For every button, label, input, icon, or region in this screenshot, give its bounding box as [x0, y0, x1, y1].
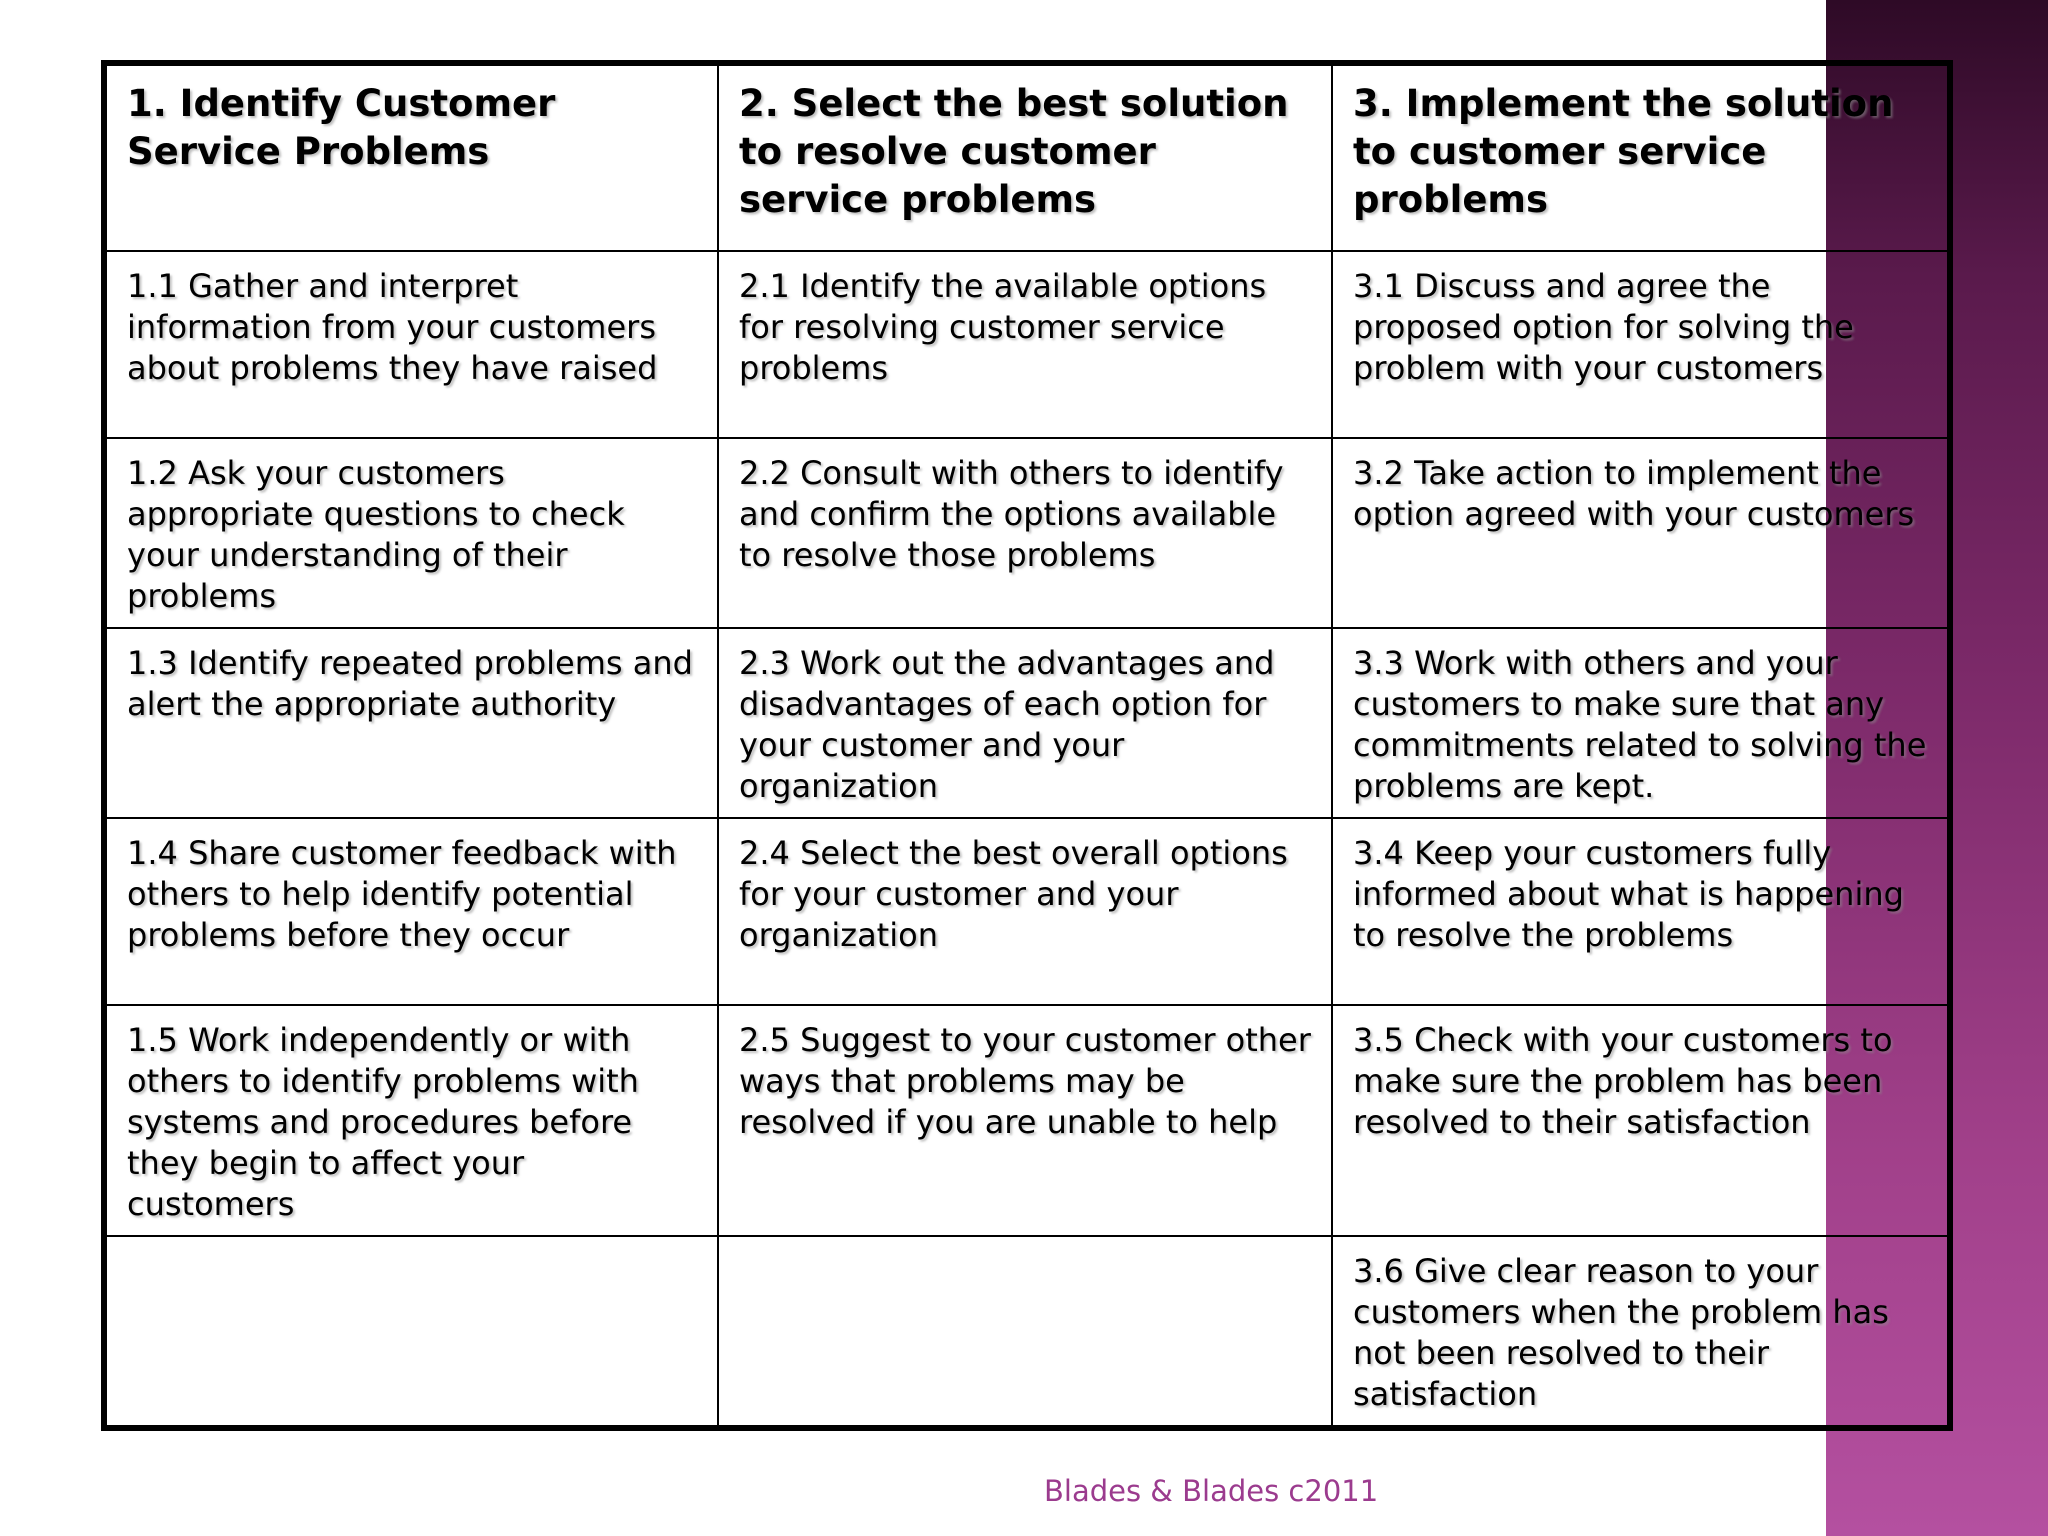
table-cell — [718, 438, 1332, 628]
table-cell-empty — [718, 1236, 1332, 1428]
header-text: 3. Implement the solution to customer service problems — [1353, 82, 1894, 221]
table-row — [104, 438, 1950, 628]
header-text: 1. Identify Customer Service Problems — [127, 82, 556, 173]
cell-text: 1.4 Share customer feedback with others to help identify potential problems before they occur — [127, 834, 677, 954]
table-cell — [104, 1005, 718, 1236]
cell-text: 1.5 Work independently or with others to identify problems with systems and procedures before they begin to affect your customers — [127, 1021, 639, 1223]
cell-text: 3.5 Check with your customers to make sure the problem has been resolved to their satisfaction — [1353, 1021, 1893, 1141]
cell-text: 3.6 Give clear reason to your customers when the problem has not been resolved to their satisfaction — [1353, 1252, 1889, 1413]
cell-text: 1.3 Identify repeated problems and alert the appropriate authority — [127, 644, 693, 723]
table-cell — [104, 628, 718, 818]
table-row — [104, 1236, 1950, 1428]
table-cell — [1332, 438, 1950, 628]
table-header-row — [104, 63, 1950, 251]
table-cell — [1332, 628, 1950, 818]
cell-text: 2.5 Suggest to your customer other ways that problems may be resolved if you are unable to help — [739, 1021, 1311, 1141]
table-cell — [104, 818, 718, 1005]
competency-table — [101, 60, 1953, 1431]
header-cell-select — [718, 63, 1332, 251]
cell-text: 3.4 Keep your customers fully informed about what is happening to resolve the problems — [1353, 834, 1904, 954]
table-cell — [104, 438, 718, 628]
table-cell — [104, 251, 718, 438]
table-cell — [1332, 818, 1950, 1005]
table-row — [104, 251, 1950, 438]
table-row — [104, 628, 1950, 818]
table-cell — [718, 818, 1332, 1005]
cell-text: 2.1 Identify the available options for resolving customer service problems — [739, 267, 1267, 387]
table-cell-empty — [104, 1236, 718, 1428]
cell-text: 3.1 Discuss and agree the proposed option for solving the problem with your customers — [1353, 267, 1854, 387]
table-cell — [718, 251, 1332, 438]
cell-text: 2.2 Consult with others to identify and confirm the options available to resolve those problems — [739, 454, 1284, 574]
cell-text: 2.3 Work out the advantages and disadvantages of each option for your customer and your organization — [739, 644, 1275, 805]
header-text: 2. Select the best solution to resolve customer service problems — [739, 82, 1289, 221]
header-cell-implement — [1332, 63, 1950, 251]
table-cell — [1332, 1005, 1950, 1236]
table-cell — [718, 1005, 1332, 1236]
header-cell-identify — [104, 63, 718, 251]
table-row — [104, 818, 1950, 1005]
cell-text: 1.2 Ask your customers appropriate questions to check your understanding of their problems — [127, 454, 625, 615]
table-cell — [718, 628, 1332, 818]
footer-copyright: Blades & Blades c2011 — [1044, 1474, 1379, 1508]
cell-text: 3.3 Work with others and your customers to make sure that any commitments related to solving the problems are kept. — [1353, 644, 1927, 805]
table-row — [104, 1005, 1950, 1236]
table-cell — [1332, 251, 1950, 438]
cell-text: 1.1 Gather and interpret information from your customers about problems they have raised — [127, 267, 658, 387]
table-cell — [1332, 1236, 1950, 1428]
cell-text: 3.2 Take action to implement the option agreed with your customers — [1353, 454, 1915, 533]
cell-text: 2.4 Select the best overall options for your customer and your organization — [739, 834, 1288, 954]
